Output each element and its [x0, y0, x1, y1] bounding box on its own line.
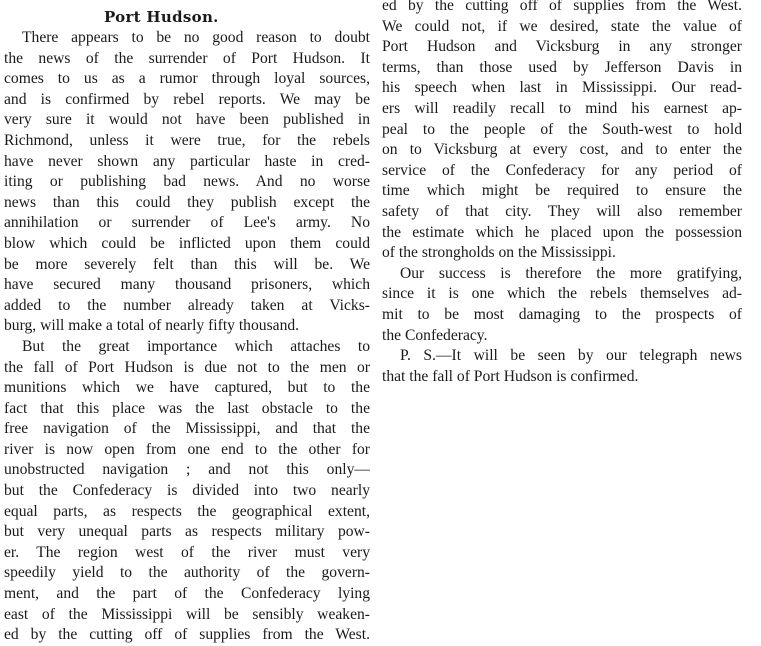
text-line: the news of the surrender of Port Hudson. It — [4, 49, 370, 67]
text-line: ed by the cutting off of supplies from the West. — [382, 0, 742, 14]
text-line: Richmond, unless it were true, for the rebels — [4, 131, 370, 149]
text-line: fact that this place was the last obstacle to the — [4, 399, 370, 417]
text-line: ment, and the part of the Confederacy lying — [4, 585, 370, 603]
text-line: Port Hudson and Vicksburg in any stronger — [382, 38, 742, 56]
text-line: There appears to be no good reason to doubt — [22, 29, 370, 46]
text-line: his speech when last in Mississippi. Our read- — [382, 79, 742, 97]
text-line: the estimate which he placed upon the possession — [382, 223, 742, 241]
text-line: and is confirmed by rebel reports. We may be — [4, 90, 370, 108]
text-line: of the strongholds on the Mississippi. — [382, 244, 616, 262]
text-line: blow which could be inflicted upon them could — [4, 234, 370, 252]
text-line: ers will readily recall to mind his earnest ap- — [382, 99, 742, 117]
text-line: comes to us as a rumor through loyal sources, — [4, 70, 370, 88]
text-line: news than this could they publish except the — [4, 193, 370, 211]
text-line: burg, will make a total of nearly fifty thousand. — [4, 317, 300, 335]
text-line: the fall of Port Hudson is due not to the men or — [4, 358, 370, 376]
text-line: on to Vicksburg at every cost, and to enter the — [382, 141, 742, 159]
text-line: since it is one which the rebels themselves ad- — [382, 285, 742, 303]
text-line: but very unequal parts as respects military pow- — [4, 523, 370, 541]
text-line: equal parts, as respects the geographical extent, — [4, 502, 370, 520]
text-line: mit to be most damaging to the prospects of — [382, 305, 742, 323]
text-line: that the fall of Port Hudson is confirmed. — [382, 367, 639, 385]
text-line: time which might be required to ensure the — [382, 182, 742, 200]
text-line: service of the Confederacy for any period of — [382, 161, 742, 179]
text-line: terms, than those used by Jefferson Davis in — [382, 58, 742, 76]
text-line: safety of that city. They will also remember — [382, 202, 742, 220]
text-line: have secured many thousand prisoners, which — [4, 276, 370, 294]
text-line: east of the Mississippi will be sensibly weaken- — [4, 605, 370, 623]
text-line: free navigation of the Mississippi, and that the — [4, 420, 370, 438]
article-headline: Port Hudson. — [104, 8, 219, 26]
text-line: unobstructed navigation ; and not this only— — [4, 461, 370, 479]
left-column — [4, 0, 370, 646]
text-line: have never shown any particular haste in cred- — [4, 152, 370, 170]
text-line: Our success is therefore the more gratifying, — [400, 264, 742, 282]
text-line: ed by the cutting off of supplies from the West. — [4, 626, 370, 644]
text-line: munitions which we have captured, but to the — [4, 379, 370, 397]
text-line: but the Confederacy is divided into two nearly — [4, 482, 370, 500]
text-line: annihilation or surrender of Lee's army. No — [4, 214, 370, 232]
text-line: er. The region west of the river must very — [4, 543, 370, 561]
text-line: speedily yield to the authority of the govern- — [4, 564, 370, 582]
text-line: iting or publishing bad news. And no worse — [4, 173, 370, 191]
right-column-text — [382, 0, 742, 387]
text-line: the Confederacy. — [382, 326, 488, 344]
text-line: very sure it would not have been published in — [4, 111, 370, 129]
text-line: We could not, if we desired, state the value of — [382, 17, 742, 35]
text-line: be more severely felt than this will be. We — [4, 255, 370, 273]
text-line: P. S.—It will be seen by our telegraph news — [400, 347, 742, 365]
text-line: peal to the people of the South-west to hold — [382, 120, 742, 138]
text-line: But the great importance which attaches to — [22, 337, 370, 355]
text-line: river is now open from one end to the other for — [4, 440, 370, 458]
left-column-text — [4, 28, 370, 646]
right-column — [382, 0, 742, 387]
text-line: added to the number already taken at Vicks- — [4, 296, 370, 314]
